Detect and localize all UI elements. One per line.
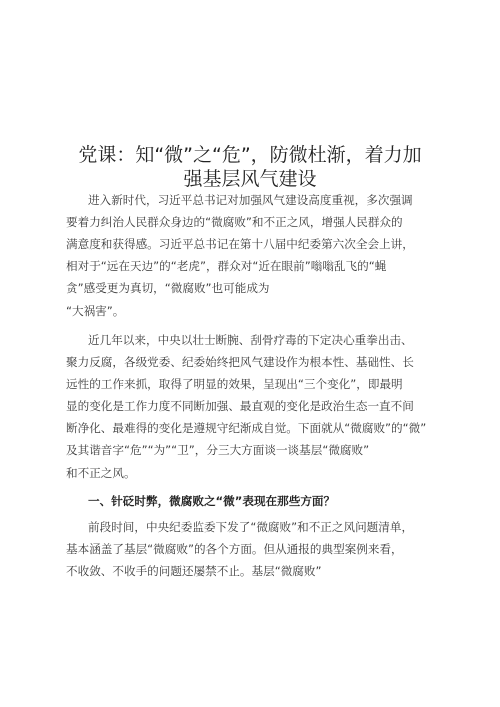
body-line-12: 及其谐音字“危”“为”“卫”，分三大方面谈一谈基层“微腐败” [66,443,370,457]
body-line-11: 断净化、最难得的变化是遵规守纪渐成自觉。下面就从“微腐败”的“微” [66,421,427,435]
body-line-7: 近几年以来，中央以壮士断腕、刮骨疗毒的下定决心重拳出击、 [88,333,413,347]
document-title-line-1: 党课：知“微”之“危”，防微杜渐，着力加 [78,144,422,166]
body-line-8: 聚力反腐，各级党委、纪委始终把风气建设作为根本性、基础性、长 [66,355,414,369]
body-line-17: 不收敛、不收手的问题还屡禁不止。基层“微腐败” [66,564,322,578]
body-line-13: 和不正之风。 [66,466,136,480]
body-line-2: 要着力纠治人民群众身边的“微腐败”和不正之风，增强人民群众的 [66,215,403,229]
body-line-3: 满意度和获得感。习近平总书记在第十八届中纪委第六次全会上讲， [66,237,414,251]
body-line-10: 显的变化是工作力度不同断加强、最直观的变化是政治生态一直不间 [66,399,414,413]
body-line-1: 进入新时代，习近平总书记对加强风气建设高度重视，多次强调 [88,193,413,207]
body-line-9: 远性的工作来抓，取得了明显的效果，呈现出“三个变化”，即最明 [66,377,403,391]
section-heading: 一、针砭时弊，微腐败之“微”表现在那些方面？ [88,494,336,508]
document-title-line-2: 强基层风气建设 [183,168,317,190]
body-line-15: 前段时间，中央纪委监委下发了“微腐败”和不正之风问题清单， [88,520,414,534]
body-line-5: 贪”感受更为真切，“微腐败”也可能成为 [66,281,270,295]
body-line-16: 基本涵盖了基层“微腐败”的各个方面。但从通报的典型案例来看， [66,542,403,556]
body-line-6: “大祸害”。 [66,304,125,318]
body-line-4: 相对于“远在天边”的“老虎”，群众对“近在眼前”嗡嗡乱飞的“蝇 [66,259,387,273]
